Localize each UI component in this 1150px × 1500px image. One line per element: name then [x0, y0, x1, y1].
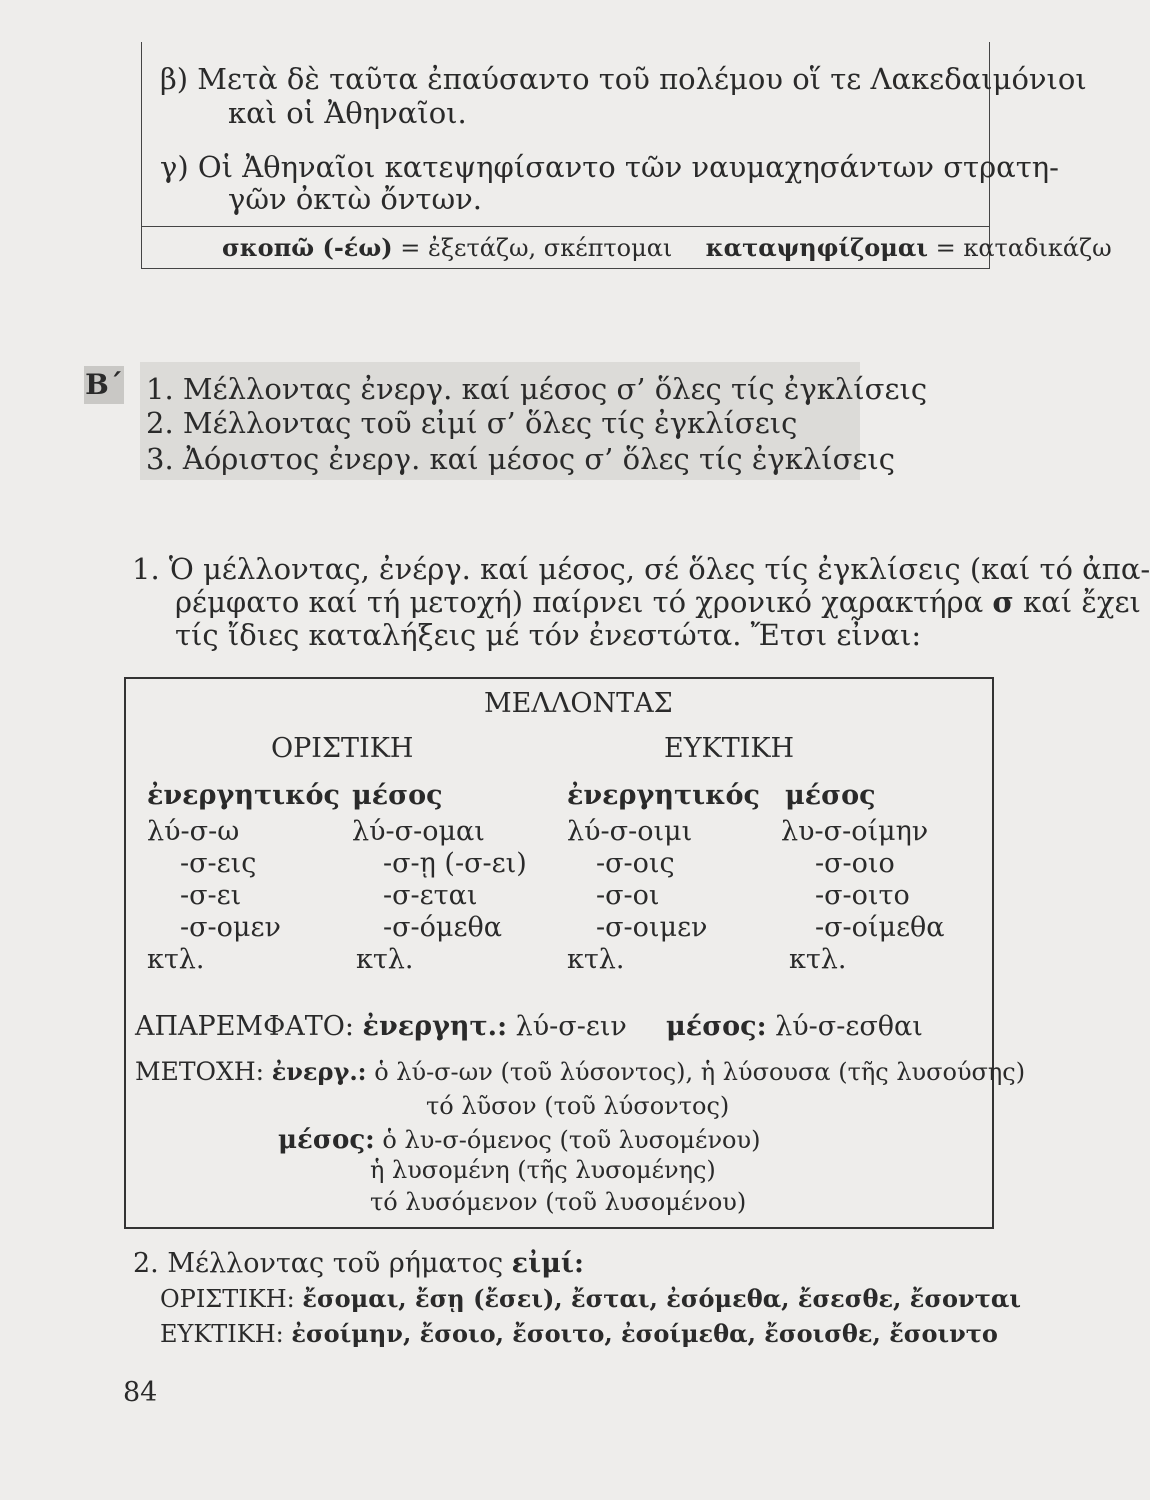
infinitive-label: ΑΠΑΡΕΜΦΑΤΟ:	[135, 1011, 354, 1042]
participle-active-label: ἐνεργ.:	[271, 1057, 367, 1086]
sentence-gamma-line2: γῶν ὀκτὼ ὄντων.	[228, 182, 482, 216]
table-cell: κτλ.	[147, 944, 205, 975]
indicative-forms: ἔσομαι, ἔσῃ (ἔσει), ἔσται, ἐσόμεθα, ἔσεσθε, ἔσονται	[302, 1284, 1021, 1313]
mood-indicative-heading: ΟΡΙΣΤΙΚΗ	[271, 733, 414, 764]
table-cell: λύ-σ-ω	[147, 816, 240, 847]
para2-heading	[133, 1248, 584, 1280]
participle-middle-row	[278, 1126, 760, 1154]
participle-row	[135, 1058, 1025, 1086]
table-cell: κτλ.	[789, 944, 847, 975]
section-b-item: 3. Ἀόριστος ἐνεργ. καί μέσος σ’ ὅλες τίς ἐγκλίσεις	[146, 442, 896, 476]
page-number: 84	[123, 1377, 158, 1408]
column-header: μέσος	[352, 780, 443, 811]
participle-active-line2: τό λῦσον (τοῦ λύσοντος)	[426, 1092, 730, 1120]
section-b-item: 1. Μέλλοντας ἐνεργ. καί μέσος σ’ ὅλες τίς ἐγκλίσεις	[146, 372, 928, 406]
participle-label: ΜΕΤΟΧΗ:	[135, 1057, 265, 1086]
table-cell: -σ-εις	[180, 848, 257, 879]
table-cell: -σ-οιτο	[815, 880, 910, 911]
table-cell: -σ-ομεν	[180, 912, 281, 943]
table-cell: -σ-οι	[596, 880, 660, 911]
table-cell: λυ-σ-οίμην	[781, 816, 929, 847]
table-cell: -σ-οιο	[815, 848, 895, 879]
table-cell: κτλ.	[356, 944, 414, 975]
infinitive-active-value: λύ-σ-ειν	[515, 1011, 627, 1042]
table-cell: -σ-εται	[383, 880, 478, 911]
mood-optative-heading: ΕΥΚΤΙΚΗ	[664, 733, 795, 764]
table-cell: κτλ.	[567, 944, 625, 975]
sigma-character: σ	[992, 585, 1014, 619]
participle-middle-line2: ἡ λυσομένη (τῆς λυσομένης)	[370, 1156, 716, 1184]
table-title: ΜΕΛΛΟΝΤΑΣ	[484, 688, 673, 719]
para1-text: καί ἔχει	[1023, 585, 1141, 619]
infinitive-active-label: ἐνεργητ.:	[362, 1011, 508, 1042]
indicative-label: ΟΡΙΣΤΙΚΗ:	[160, 1285, 295, 1313]
infinitive-row	[135, 1011, 923, 1043]
column-header: ἐνεργητικός	[567, 780, 760, 811]
section-b-item: 2. Μέλλοντας τοῦ εἰμί σ’ ὅλες τίς ἐγκλίσεις	[146, 406, 798, 440]
infinitive-middle-value: λύ-σ-εσθαι	[775, 1011, 923, 1042]
sentence-gamma-line1: γ) Οἱ Ἀθηναῖοι κατεψηφίσαντο τῶν ναυμαχησάντων στρατη-	[160, 150, 1059, 184]
sentence-beta-line1: β) Μετὰ δὲ ταῦτα ἐπαύσαντο τοῦ πολέμου οἵ τε Λακεδαιμόνιοι	[160, 62, 1087, 96]
para1-line1: 1. Ὁ μέλλοντας, ἐνέργ. καί μέσος, σέ ὅλες τίς ἐγκλίσεις (καί τό ἀπα-	[132, 552, 1150, 586]
column-header: μέσος	[785, 780, 876, 811]
optative-label: ΕΥΚΤΙΚΗ:	[160, 1320, 284, 1348]
column-header: ἐνεργητικός	[147, 780, 340, 811]
para2-heading-text: 2. Μέλλοντας τοῦ ρήματος	[133, 1248, 504, 1279]
participle-middle-line3: τό λυσόμενον (τοῦ λυσομένου)	[370, 1188, 747, 1216]
section-b-badge: Β΄	[84, 366, 124, 404]
table-cell: -σ-ῃ (-σ-ει)	[383, 848, 527, 879]
table-cell: λύ-σ-οιμι	[567, 816, 693, 847]
para1-line2	[175, 585, 1141, 619]
table-cell: -σ-οις	[596, 848, 675, 879]
para2-optative	[160, 1320, 998, 1348]
para2-heading-verb: εἰμί:	[511, 1248, 584, 1279]
table-cell: -σ-όμεθα	[383, 912, 502, 943]
para1-line3: τίς ἴδιες καταλήξεις μέ τόν ἐνεστώτα. Ἔτσι εἶναι:	[175, 618, 922, 652]
vocab-definition: = ἐξετάζω, σκέπτομαι	[400, 234, 673, 262]
vocab-row	[222, 234, 1112, 262]
infinitive-middle-label: μέσος:	[666, 1011, 767, 1042]
optative-forms: ἐσοίμην, ἔσοιο, ἔσοιτο, ἐσοίμεθα, ἔσοισθε, ἔσοιντο	[291, 1319, 998, 1348]
participle-middle-label: μέσος:	[278, 1125, 375, 1155]
vocab-term: σκοπῶ (-έω)	[222, 233, 393, 262]
para1-text: ρέμφατο καί τή μετοχή) παίρνει τό χρονικό χαρακτήρα	[175, 585, 984, 619]
table-cell: -σ-οιμεν	[596, 912, 708, 943]
vocab-term: καταψηφίζομαι	[705, 233, 928, 262]
vocab-definition: = καταδικάζω	[935, 234, 1112, 262]
sentence-beta-line2: καὶ οἱ Ἀθηναῖοι.	[228, 96, 467, 130]
table-cell: λύ-σ-ομαι	[352, 816, 485, 847]
table-cell: -σ-οίμεθα	[815, 912, 945, 943]
participle-middle-line1: ὁ λυ-σ-όμενος (τοῦ λυσομένου)	[382, 1126, 761, 1154]
vocab-divider	[142, 226, 989, 227]
participle-active-line1: ὁ λύ-σ-ων (τοῦ λύσοντος), ἡ λύσουσα (τῆς λυσούσης)	[374, 1058, 1026, 1086]
table-cell: -σ-ει	[180, 880, 242, 911]
para2-indicative	[160, 1285, 1021, 1313]
